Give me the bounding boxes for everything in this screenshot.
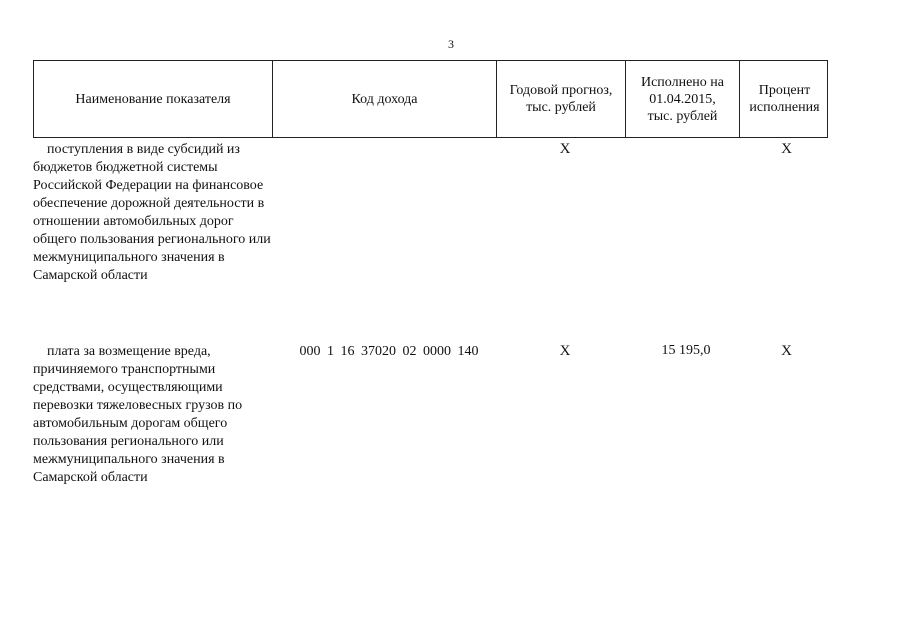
row-percent-executed: Х [781, 343, 792, 359]
row-annual-forecast: Х [559, 343, 571, 359]
header-annual-forecast: Годовой прогноз, тыс. рублей [497, 61, 626, 137]
row-indicator-name: поступления в виде субсидий из бюджетов бюджетной системы Российской Федерации на финансовое обеспечение дорожной деятельности в отношении автомобильных дорог общего пользования регионального или межмуниципального значения в Самарской области [33, 142, 271, 283]
row-annual-forecast: Х [559, 141, 571, 157]
row-indicator-name: плата за возмещение вреда, причиняемого транспортными средствами, осуществляющими перевозки тяжеловесных грузов по автомобильным дорогам общего пользования регионального или межмуниципального значения в Самарской области [33, 344, 243, 485]
table-header [33, 60, 828, 138]
row-percent-executed: Х [781, 141, 792, 157]
row-income-code: 000 1 16 37020 02 0000 140 [299, 344, 479, 359]
header-income-code: Код дохода [273, 61, 497, 137]
header-indicator-name: Наименование показателя [34, 61, 273, 137]
row-executed: 15 195,0 [661, 343, 711, 358]
page-number: 3 [448, 37, 454, 51]
header-percent-executed: Процент исполнения [749, 83, 820, 115]
header-executed: Исполнено на 01.04.2015, тыс. рублей [626, 61, 740, 137]
